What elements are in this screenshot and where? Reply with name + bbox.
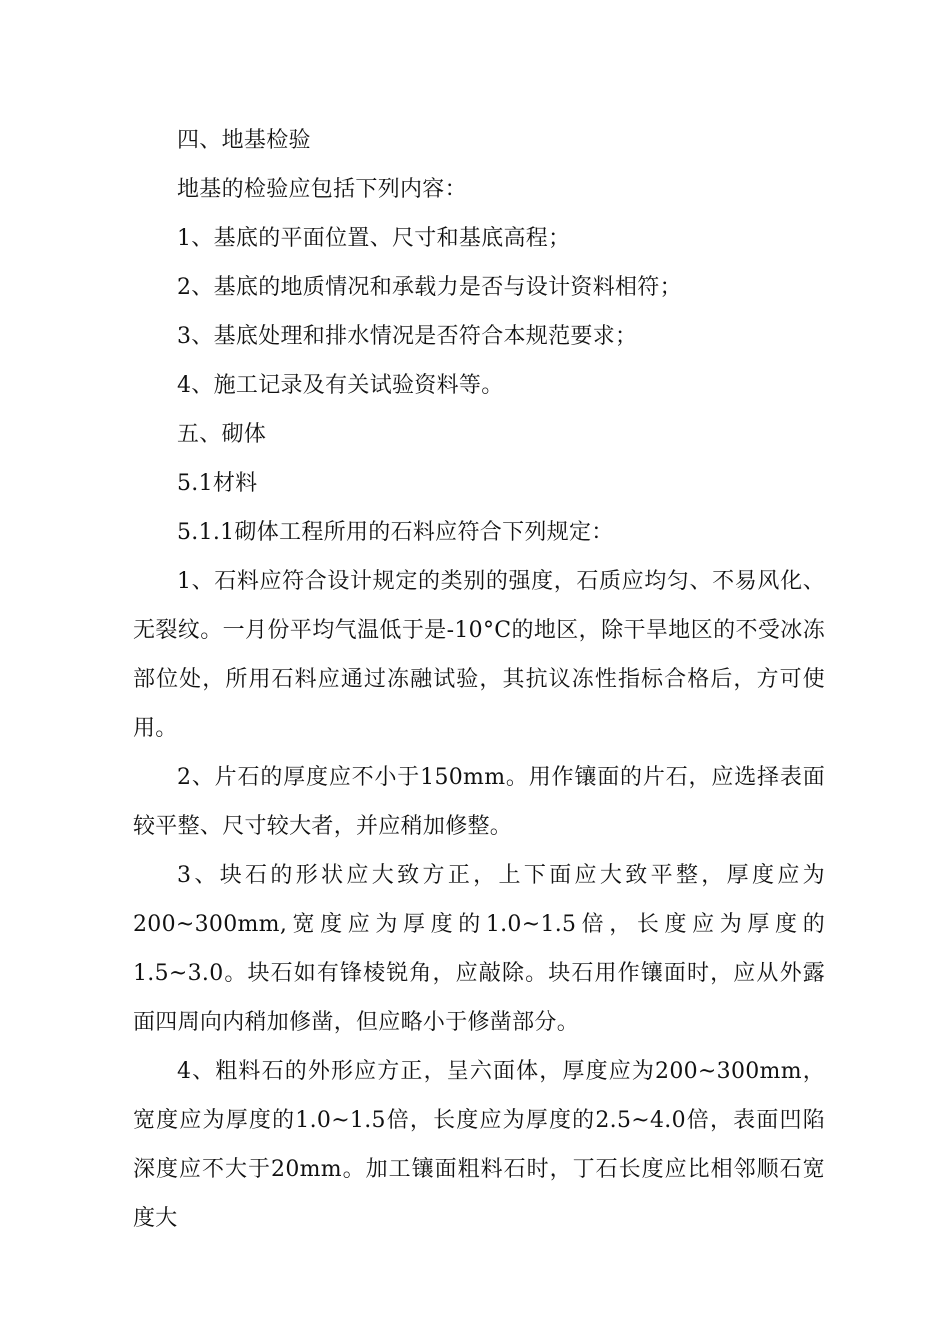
paragraph-stone-requirement-4: 4、粗料石的外形应方正，呈六面体，厚度应为200~300mm，宽度应为厚度的1.0~1.5倍，长度应为厚度的2.5~4.0倍，表面凹陷深度应不大于20mm。加工镶面粗料石时，丁石长度应比相邻顺石宽度大 bbox=[133, 1059, 825, 1231]
list-item-inspection-3: 3、基底处理和排水情况是否符合本规范要求； bbox=[177, 324, 638, 349]
clause-heading-stone-materials: 5.1.1砌体工程所用的石料应符合下列规定： bbox=[177, 520, 614, 545]
list-item-inspection-2: 2、基底的地质情况和承载力是否与设计资料相符； bbox=[177, 275, 682, 300]
section-heading-masonry: 五、砌体 bbox=[177, 422, 267, 447]
list-item-inspection-4: 4、施工记录及有关试验资料等。 bbox=[177, 373, 504, 398]
section-heading-foundation-inspection: 四、地基检验 bbox=[177, 128, 311, 153]
list-item-inspection-1: 1、基底的平面位置、尺寸和基底高程； bbox=[177, 226, 571, 251]
subsection-heading-materials: 5.1材料 bbox=[177, 471, 258, 496]
paragraph-stone-requirement-1: 1、石料应符合设计规定的类别的强度，石质应均匀、不易风化、无裂纹。一月份平均气温低于是-10°C的地区，除干旱地区的不受冰冻部位处，所用石料应通过冻融试验，其抗议冻性指标合格后，方可使用。 bbox=[133, 569, 825, 741]
paragraph-stone-requirement-3: 3、块石的形状应大致方正，上下面应大致平整，厚度应为200~300mm,宽度应为厚度的1.0~1.5倍，长度应为厚度的1.5~3.0。块石如有锋棱锐角，应敲除。块石用作镶面时，应从外露面四周向内稍加修凿，但应略小于修凿部分。 bbox=[133, 863, 825, 1035]
paragraph-stone-requirement-2: 2、片石的厚度应不小于150mm。用作镶面的片石，应选择表面较平整、尺寸较大者，并应稍加修整。 bbox=[133, 765, 825, 839]
paragraph-inspection-intro: 地基的检验应包括下列内容： bbox=[177, 177, 467, 202]
document-body bbox=[133, 116, 825, 1243]
